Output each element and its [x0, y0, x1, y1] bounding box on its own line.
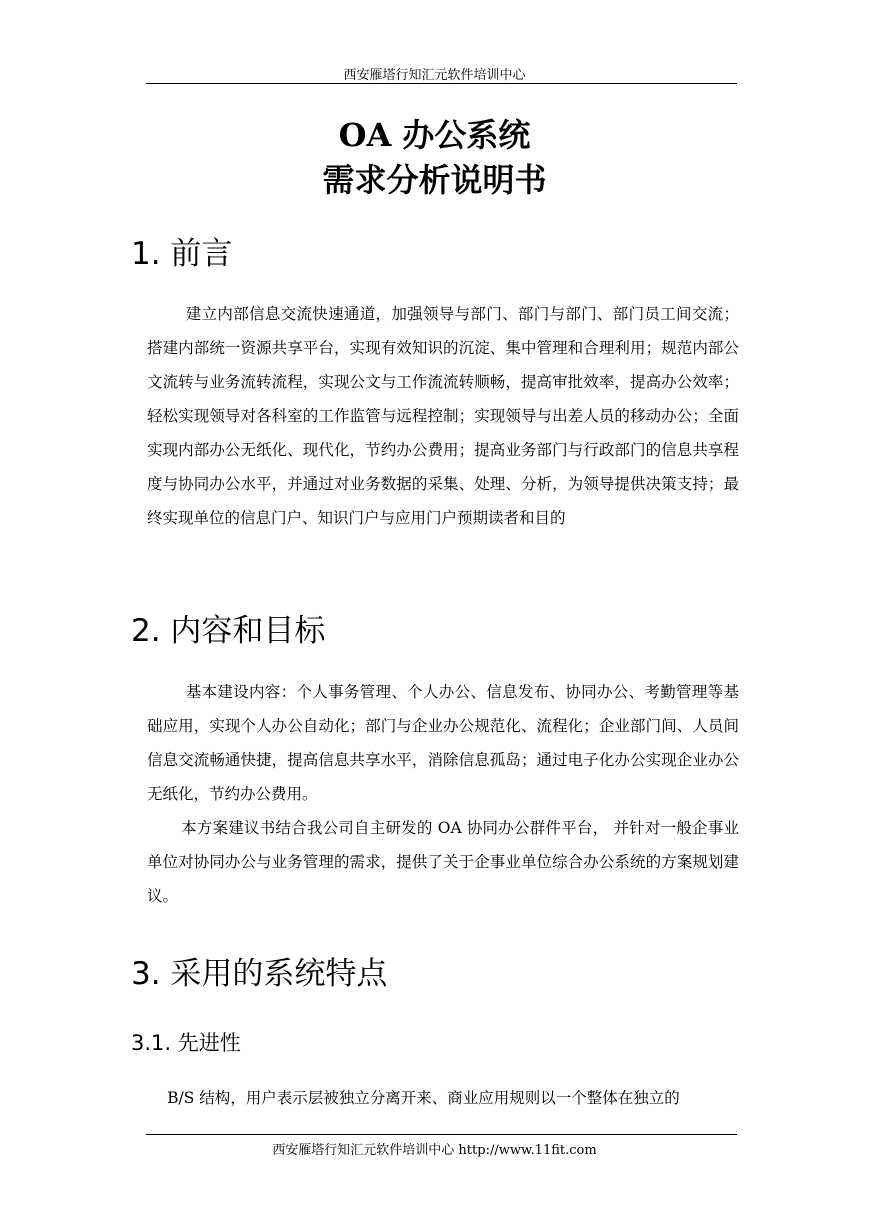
- page-header: 西安雁塔行知汇元软件培训中心: [343, 68, 526, 83]
- header-rule: [146, 83, 737, 84]
- section-heading-content: 2. 内容和目标: [131, 613, 326, 649]
- document-title: OA 办公系统: [338, 116, 531, 154]
- section-paragraph: B/S 结构，用户表示层被独立分离开来、商业应用规则以一个整体在独立的: [167, 1089, 680, 1107]
- section-paragraph: 基本建设内容：个人事务管理、个人办公、信息发布、协同办公、考勤管理等基础应用，实现个人办公自动化；部门与企业办公规范化、流程化；企业部门间、人员间信息交流畅通快捷，提高信息共享水平，消除信息孤岛；通过电子化办公实现企业办公无纸化，节约办公费用。: [147, 683, 739, 803]
- section-heading-preface: 1. 前言: [131, 236, 233, 272]
- subsection-heading-advanced: 3.1. 先进性: [131, 1031, 241, 1055]
- document-subtitle: 需求分析说明书: [322, 161, 547, 199]
- section-paragraph: 建立内部信息交流快速通道，加强领导与部门、部门与部门、部门员工间交流；搭建内部统一资源共享平台，实现有效知识的沉淀、集中管理和合理利用；规范内部公文流转与业务流转流程，实现公文与工作流流转顺畅，提高审批效率，提高办公效率；轻松实现领导对各科室的工作监管与远程控制；实现领导与出差人员的移动办公；全面实现内部办公无纸化、现代化，节约办公费用；提高业务部门与行政部门的信息共享程度与协同办公水平，并通过对业务数据的采集、处理、分析，为领导提供决策支持；最终实现单位的信息门户、知识门户与应用门户预期读者和目的: [147, 305, 739, 527]
- section-paragraph: 本方案建议书结合我公司自主研发的 OA 协同办公群件平台， 并针对一般企事业单位对协同办公与业务管理的需求，提供了关于企事业单位综合办公系统的方案规划建议。: [147, 819, 739, 905]
- section-heading-features: 3. 采用的系统特点: [131, 956, 388, 992]
- page-footer: 西安雁塔行知汇元软件培训中心 http://www.11fit.com: [272, 1143, 597, 1158]
- footer-rule: [146, 1134, 737, 1135]
